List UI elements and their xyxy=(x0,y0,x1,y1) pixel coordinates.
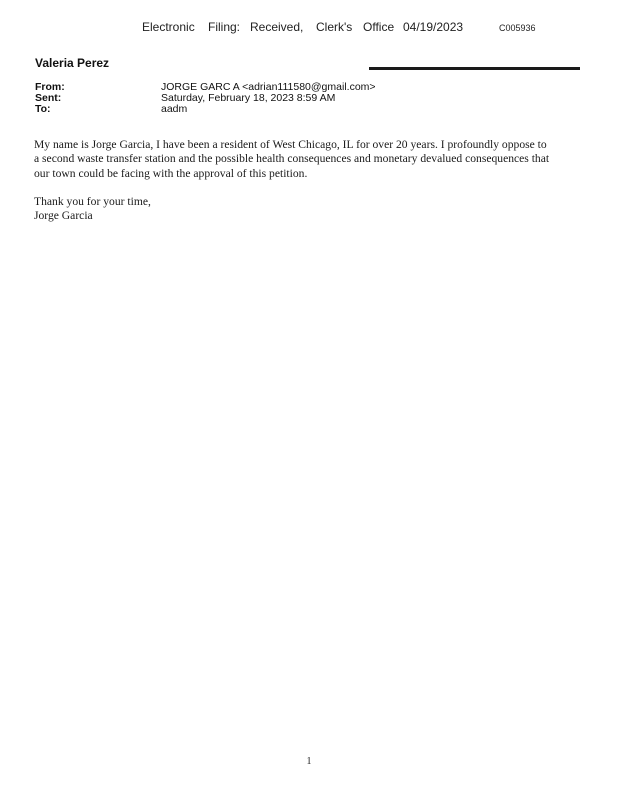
body-paragraph xyxy=(34,138,582,181)
body-line-3: our town could be facing with the approval of this petition. xyxy=(34,166,308,180)
email-body xyxy=(34,138,582,223)
filing-header-word-electronic: Electronic xyxy=(142,20,195,34)
filing-header-word-clerks: Clerk's xyxy=(316,20,353,34)
email-signoff xyxy=(34,195,582,224)
signature-line: Jorge Garcia xyxy=(34,209,93,223)
email-sender-name: Valeria Perez xyxy=(35,56,110,70)
body-line-2: a second waste transfer station and the possible health consequences and monetary devalued consequences that xyxy=(34,152,550,166)
page-number: 1 xyxy=(306,756,312,767)
header-divider xyxy=(369,67,580,70)
to-label: To: xyxy=(35,103,51,115)
to-value: aadm xyxy=(161,103,188,115)
filing-header-code: C005936 xyxy=(499,23,536,33)
sent-label: Sent: xyxy=(35,92,62,104)
filing-header-date: 04/19/2023 xyxy=(403,20,464,34)
from-value: JORGE GARC A <adrian111580@gmail.com> xyxy=(161,81,376,93)
filing-header-word-filing: Filing: xyxy=(208,20,241,34)
filing-header-word-received: Received, xyxy=(250,20,304,34)
sent-value: Saturday, February 18, 2023 8:59 AM xyxy=(161,92,336,104)
from-label: From: xyxy=(35,81,65,93)
filing-header-word-office: Office xyxy=(363,20,395,34)
body-line-1: My name is Jorge Garcia, I have been a resident of West Chicago, IL for over 20 years. I profoundly oppose to xyxy=(34,138,547,151)
closing-line: Thank you for your time, xyxy=(34,194,151,208)
